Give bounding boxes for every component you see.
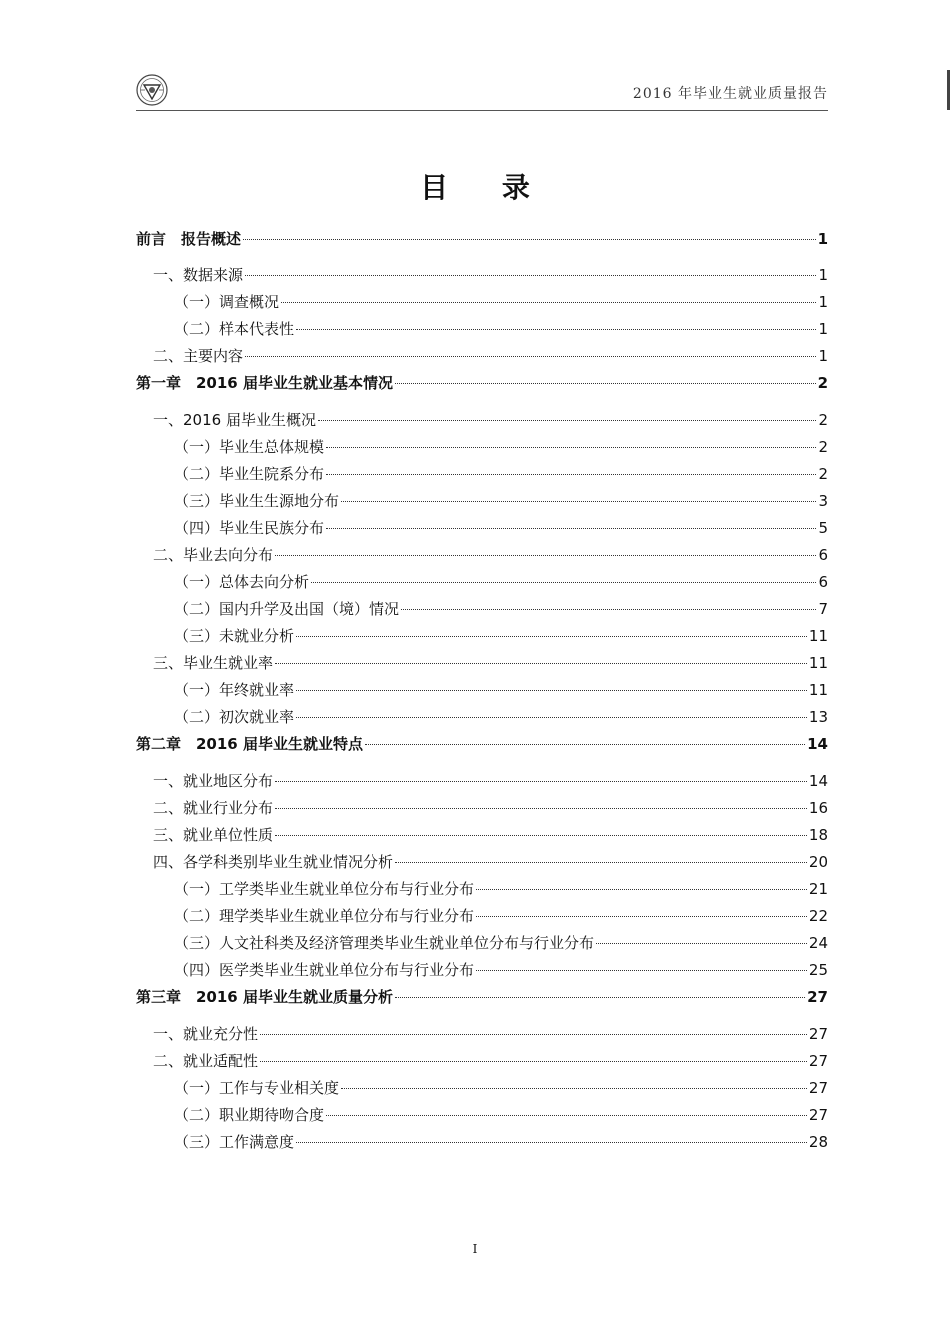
toc-entry-page: 6: [818, 573, 828, 591]
toc-entry-page: 24: [808, 934, 828, 952]
toc-entry[interactable]: [136, 623, 828, 650]
toc-entry[interactable]: [136, 849, 828, 876]
toc-entry-page: 11: [808, 681, 828, 699]
toc-entry-page: 16: [808, 799, 828, 817]
toc-dot-leader: [401, 608, 816, 610]
toc-entry-page: 25: [808, 961, 828, 979]
toc-entry-page: 5: [818, 519, 828, 537]
toc-entry-label: 三、就业单位性质: [153, 826, 274, 844]
toc-entry[interactable]: [136, 650, 828, 677]
toc-entry-label: （一）工作与专业相关度: [174, 1079, 340, 1097]
toc-entry-page: 2: [818, 465, 828, 483]
toc-entry-label: （三）人文社科类及经济管理类毕业生就业单位分布与行业分布: [174, 934, 595, 952]
toc-entry-label: 一、数据来源: [153, 266, 244, 284]
toc-dot-leader: [326, 527, 816, 529]
toc-entry-label: （一）年终就业率: [174, 681, 295, 699]
toc-entry-page: 3: [818, 492, 828, 510]
toc-dot-leader: [296, 328, 816, 330]
toc-entry-label: （三）工作满意度: [174, 1133, 295, 1151]
toc-entry[interactable]: [136, 876, 828, 903]
toc-dot-leader: [275, 554, 816, 556]
toc-entry[interactable]: [136, 407, 828, 434]
toc-entry[interactable]: [136, 903, 828, 930]
toc-entry-label: （二）毕业生院系分布: [174, 465, 325, 483]
toc-entry-label: （四）毕业生民族分布: [174, 519, 325, 537]
toc-dot-leader: [395, 996, 805, 998]
toc-entry-page: 1: [818, 320, 828, 338]
toc-entry-label: （二）理学类毕业生就业单位分布与行业分布: [174, 907, 475, 925]
toc-dot-leader: [395, 382, 816, 384]
toc-entry-label: （三）毕业生生源地分布: [174, 492, 340, 510]
toc-dot-leader: [476, 915, 807, 917]
toc-entry-page: 7: [818, 600, 828, 618]
toc-dot-leader: [341, 500, 816, 502]
toc-entry[interactable]: [136, 488, 828, 515]
toc-entry-page: 1: [818, 266, 828, 284]
toc-entry-page: 27: [808, 1025, 828, 1043]
toc-dot-leader: [326, 1114, 807, 1116]
toc-dot-leader: [275, 662, 807, 664]
toc-dot-leader: [243, 238, 816, 240]
toc-entry-page: 27: [808, 1079, 828, 1097]
table-of-contents: [136, 226, 828, 1156]
toc-entry[interactable]: [136, 1075, 828, 1102]
toc-entry[interactable]: [136, 343, 828, 370]
toc-entry-label: （二）职业期待吻合度: [174, 1106, 325, 1124]
toc-entry-label: 三、毕业生就业率: [153, 654, 274, 672]
toc-entry-label: 二、就业行业分布: [153, 799, 274, 817]
toc-dot-leader: [296, 716, 807, 718]
toc-entry-page: 14: [807, 735, 828, 753]
toc-dot-leader: [245, 355, 816, 357]
toc-entry-page: 2: [818, 411, 828, 429]
toc-entry-label: 二、就业适配性: [153, 1052, 259, 1070]
toc-entry-page: 11: [808, 627, 828, 645]
toc-entry-label: 第二章 2016 届毕业生就业特点: [136, 735, 363, 753]
toc-entry-label: 一、就业地区分布: [153, 772, 274, 790]
toc-entry[interactable]: [136, 596, 828, 623]
toc-entry-label: （二）样本代表性: [174, 320, 295, 338]
toc-dot-leader: [326, 473, 816, 475]
toc-entry[interactable]: [136, 434, 828, 461]
toc-entry-label: 一、就业充分性: [153, 1025, 259, 1043]
toc-entry[interactable]: [136, 957, 828, 984]
toc-dot-leader: [476, 888, 807, 890]
toc-entry-label: 一、2016 届毕业生概况: [153, 411, 316, 429]
toc-dot-leader: [296, 1141, 807, 1143]
toc-dot-leader: [395, 861, 807, 863]
toc-entry-label: 第三章 2016 届毕业生就业质量分析: [136, 988, 393, 1006]
toc-entry-page: 27: [808, 1052, 828, 1070]
toc-dot-leader: [365, 743, 805, 745]
toc-entry[interactable]: [136, 316, 828, 343]
toc-entry-label: （四）医学类毕业生就业单位分布与行业分布: [174, 961, 475, 979]
toc-entry-label: 四、各学科类别毕业生就业情况分析: [153, 853, 394, 871]
toc-entry-label: （二）初次就业率: [174, 708, 295, 726]
toc-entry[interactable]: [136, 1102, 828, 1129]
toc-entry[interactable]: [136, 542, 828, 569]
toc-entry[interactable]: [136, 569, 828, 596]
toc-dot-leader: [275, 780, 807, 782]
toc-entry-page: 11: [808, 654, 828, 672]
toc-entry[interactable]: [136, 461, 828, 488]
toc-chapter-entry[interactable]: [136, 226, 828, 262]
toc-dot-leader: [275, 807, 807, 809]
footer-page-number: I: [472, 1242, 478, 1256]
toc-entry-page: 14: [808, 772, 828, 790]
toc-entry-label: 第一章 2016 届毕业生就业基本情况: [136, 374, 393, 392]
toc-entry[interactable]: [136, 822, 828, 849]
university-seal-icon: [136, 74, 168, 106]
toc-dot-leader: [260, 1060, 807, 1062]
toc-entry[interactable]: [136, 704, 828, 731]
toc-entry-label: （一）总体去向分析: [174, 573, 310, 591]
toc-entry-label: 二、主要内容: [153, 347, 244, 365]
toc-entry[interactable]: [136, 1129, 828, 1156]
toc-entry-page: 27: [807, 988, 828, 1006]
toc-dot-leader: [311, 581, 816, 583]
toc-entry-page: 28: [808, 1133, 828, 1151]
toc-entry-page: 22: [808, 907, 828, 925]
toc-dot-leader: [596, 942, 807, 944]
toc-entry-label: 二、毕业去向分布: [153, 546, 274, 564]
toc-entry-page: 1: [818, 347, 828, 365]
toc-entry-label: （一）工学类毕业生就业单位分布与行业分布: [174, 880, 475, 898]
page-title: 目 录: [420, 171, 552, 204]
toc-entry-label: （一）调查概况: [174, 293, 280, 311]
toc-entry-page: 1: [817, 230, 828, 248]
toc-entry-label: （二）国内升学及出国（境）情况: [174, 600, 400, 618]
toc-entry[interactable]: [136, 677, 828, 704]
toc-dot-leader: [341, 1087, 807, 1089]
toc-dot-leader: [296, 689, 807, 691]
toc-entry-page: 6: [818, 546, 828, 564]
toc-entry-page: 21: [808, 880, 828, 898]
toc-entry-label: （一）毕业生总体规模: [174, 438, 325, 456]
toc-entry-label: （三）未就业分析: [174, 627, 295, 645]
toc-chapter-entry[interactable]: [136, 984, 828, 1021]
toc-entry-page: 2: [818, 438, 828, 456]
toc-entry-page: 2: [817, 374, 828, 392]
page-header: [136, 70, 828, 111]
toc-entry-page: 13: [808, 708, 828, 726]
toc-entry-page: 18: [808, 826, 828, 844]
toc-entry-page: 27: [808, 1106, 828, 1124]
toc-entry[interactable]: [136, 768, 828, 795]
toc-entry-page: 20: [808, 853, 828, 871]
header-title: 2016 年毕业生就业质量报告: [632, 86, 828, 102]
toc-dot-leader: [326, 446, 816, 448]
toc-entry[interactable]: [136, 1021, 828, 1048]
toc-dot-leader: [476, 969, 807, 971]
toc-entry[interactable]: [136, 795, 828, 822]
toc-entry[interactable]: [136, 515, 828, 542]
toc-chapter-entry[interactable]: [136, 731, 828, 768]
toc-chapter-entry[interactable]: [136, 370, 828, 407]
toc-entry[interactable]: [136, 289, 828, 316]
toc-dot-leader: [296, 635, 807, 637]
toc-dot-leader: [318, 419, 817, 421]
toc-dot-leader: [260, 1033, 807, 1035]
toc-dot-leader: [281, 301, 816, 303]
toc-entry[interactable]: [136, 930, 828, 957]
toc-entry-page: 1: [818, 293, 828, 311]
toc-entry-label: 前言 报告概述: [136, 230, 242, 248]
toc-entry[interactable]: [136, 262, 828, 289]
toc-dot-leader: [245, 274, 816, 276]
toc-entry[interactable]: [136, 1048, 828, 1075]
toc-dot-leader: [275, 834, 807, 836]
